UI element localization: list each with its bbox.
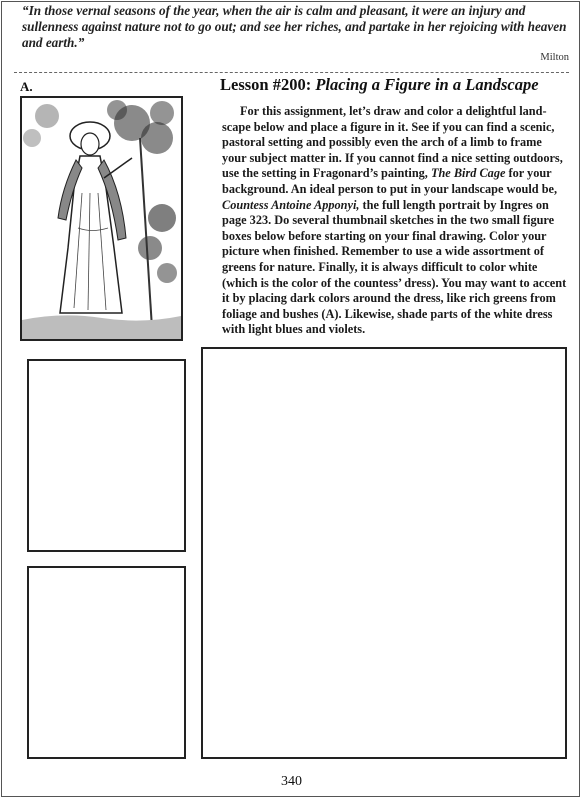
lady-in-garden-illustration <box>22 98 181 339</box>
lesson-instructions <box>222 104 567 338</box>
lesson-subtitle: Placing a Figure in a Landscape <box>315 75 539 94</box>
painting-title: The Bird Cage <box>430 166 506 181</box>
thumbnail-sketch-box-2[interactable] <box>27 566 186 759</box>
instructions-part-1: For this assignment, let’s draw and color a delightful land-scape below and place a figure in it. See if you can find a scenic, pastoral setting and possibly even the arch of a limb to frame your subject matter in. If you cannot find a nice setting outdoors, use the setting in Fragonard’s painting, <box>222 104 563 181</box>
portrait-title: Countess Antoine Apponyi, <box>222 197 360 212</box>
quote-author: Milton <box>540 52 569 63</box>
dashed-divider <box>14 72 569 73</box>
lesson-number: Lesson #200: <box>220 75 312 94</box>
page-number: 340 <box>281 774 302 789</box>
figure-label: A. <box>20 79 33 94</box>
instructions-part-3: the full length portrait by Ingres on page 323. Do several thumbnail sketches in the two small figure boxes below before starting on your final drawing. Color your picture when finished. Remember to use a wide assortment of greens for nature. Finally, it is always difficult to color white (which is the color of the countess’ dress). You may want to accent it by placing dark colors around the dress, like rich greens from foliage and bushes (A). Likewise, shade parts of the white dress with light blues and violets. <box>222 197 567 337</box>
final-drawing-box[interactable] <box>201 347 567 759</box>
instructions-part-2: for your background. An ideal person to put in your landscape would be, <box>222 166 558 196</box>
thumbnail-sketch-box-1[interactable] <box>27 359 186 552</box>
lesson-title <box>220 75 539 95</box>
figure-illustration <box>20 96 183 341</box>
epigraph-quote: “In those vernal seasons of the year, when the air is calm and pleasant, it were an injury and sullenness against nature not to go out; and see her riches, and partake in her rejoicing with heaven and earth.” <box>22 3 567 50</box>
